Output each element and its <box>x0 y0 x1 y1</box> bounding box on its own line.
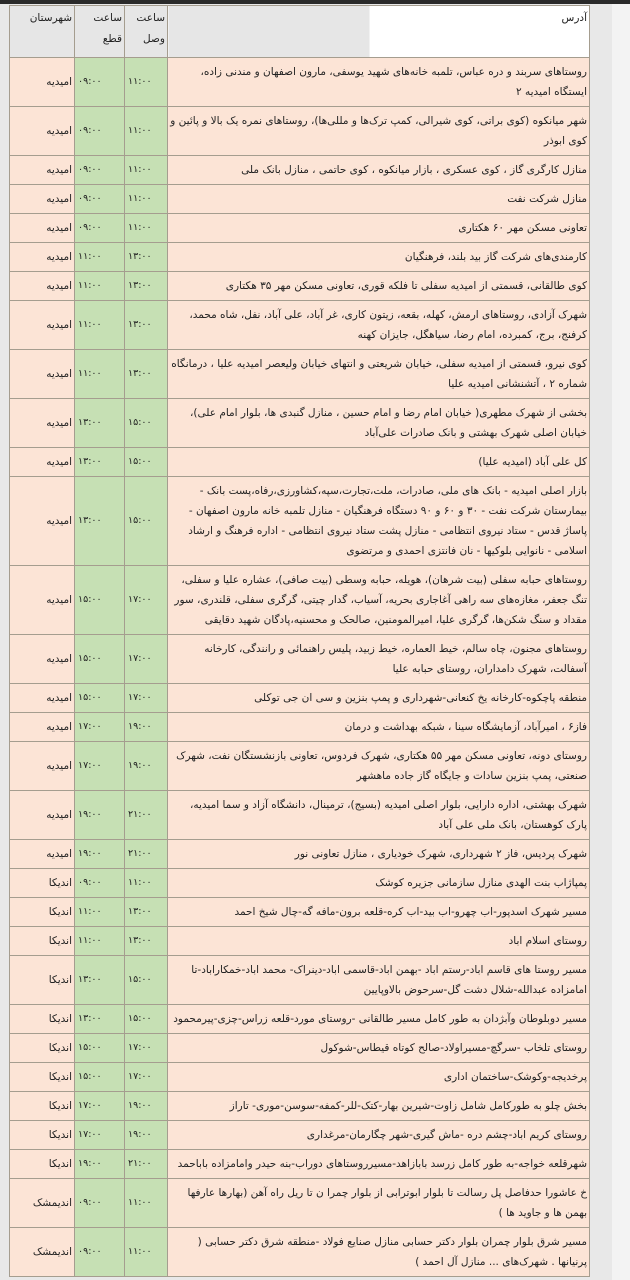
cut-time-cell: ۱۱:۰۰ <box>75 301 125 350</box>
city-cell: امیدیه <box>10 713 75 742</box>
address-cell: بازار اصلی امیدیه - بانک های ملی، صادرات، ملت،تجارت،سپه،کشاورزی،رفاه،پست بانک - بیمارستان شرکت نفت - ۳۰ و ۶۰ و ۹۰ دستگاه فرهنگیان - منازل تلمبه خانه مارون اصفهان - پاساژ قدس - ستاد نیروی انتظامی - منازل پشت ستاد نیروی انتظامی - اداره فرهنگ و ارشاد اسلامی - نانوایی بلوکیها - نان فانتزی احمدی و مرتضوی <box>168 477 590 566</box>
city-cell: امیدیه <box>10 185 75 214</box>
address-cell: روستای کریم اباد-چشم دره -ماش گیری-شهر چگارمان-مرغداری <box>168 1121 590 1150</box>
reconnect-time-cell: ۱۳:۰۰ <box>125 301 168 350</box>
address-cell: منازل شرکت نفت <box>168 185 590 214</box>
city-cell: امیدیه <box>10 58 75 107</box>
table-row <box>10 898 590 927</box>
city-cell: امیدیه <box>10 399 75 448</box>
address-cell: شهرک آزادی، روستاهای ارمش، کهله، بقعه، زیتون کاری، غر آباد، علی آباد، نفل، شاه محمد، کرفنج، برج، کمبرده، امام رضا، سیاهگل، جایزان کهنه <box>168 301 590 350</box>
table-row <box>10 1228 590 1277</box>
city-cell: امیدیه <box>10 742 75 791</box>
reconnect-time-cell: ۱۷:۰۰ <box>125 1063 168 1092</box>
reconnect-time-cell: ۲۱:۰۰ <box>125 1150 168 1179</box>
outage-schedule-sheet <box>10 5 590 1277</box>
table-row <box>10 566 590 635</box>
address-cell: شهرک بهشتی، اداره دارایی، بلوار اصلی امیدیه (بسیج)، ترمینال، دانشگاه آزاد و سما امیدیه، پارک کوهستان، بانک ملی علی آباد <box>168 791 590 840</box>
table-row <box>10 742 590 791</box>
reconnect-time-cell: ۱۱:۰۰ <box>125 214 168 243</box>
top-bar <box>0 0 630 4</box>
cut-time-cell: ۱۱:۰۰ <box>75 272 125 301</box>
city-cell: امیدیه <box>10 791 75 840</box>
table-row <box>10 448 590 477</box>
reconnect-time-cell: ۱۳:۰۰ <box>125 243 168 272</box>
cut-time-cell: ۰۹:۰۰ <box>75 1228 125 1277</box>
city-cell: امیدیه <box>10 350 75 399</box>
city-cell: اندیمشک <box>10 1179 75 1228</box>
reconnect-time-cell: ۲۱:۰۰ <box>125 840 168 869</box>
table-row <box>10 1150 590 1179</box>
address-cell: مسیر شرق بلوار چمران بلوار دکتر حسابی منازل صنایع فولاد -منطقه شرق دکتر حسابی ( پرنیانها . شهرک‌های ... منازل آل احمد ) <box>168 1228 590 1277</box>
table-row <box>10 713 590 742</box>
table-row <box>10 840 590 869</box>
reconnect-time-cell: ۱۵:۰۰ <box>125 399 168 448</box>
address-cell: روستای اسلام اباد <box>168 927 590 956</box>
city-cell: اندیکا <box>10 1005 75 1034</box>
reconnect-time-cell: ۱۳:۰۰ <box>125 272 168 301</box>
cut-time-cell: ۱۳:۰۰ <box>75 477 125 566</box>
table-row <box>10 301 590 350</box>
city-cell: اندیکا <box>10 956 75 1005</box>
cut-time-cell: ۱۹:۰۰ <box>75 1150 125 1179</box>
header-city: شهرستان <box>10 6 75 58</box>
cut-time-cell: ۱۵:۰۰ <box>75 1034 125 1063</box>
cut-time-cell: ۱۵:۰۰ <box>75 1063 125 1092</box>
cut-time-cell: ۱۹:۰۰ <box>75 791 125 840</box>
table-row <box>10 1121 590 1150</box>
city-cell: اندیکا <box>10 898 75 927</box>
cut-time-cell: ۱۱:۰۰ <box>75 350 125 399</box>
cut-time-cell: ۱۱:۰۰ <box>75 898 125 927</box>
table-row <box>10 185 590 214</box>
city-cell: امیدیه <box>10 156 75 185</box>
address-cell: مسیر روستا های قاسم اباد-رستم اباد -بهمن اباد-قاسمی اباد-دینراک- محمد اباد-خمکاراباد-تا امامزاده عبدالله-شلال دشت گل-سرحوض بالاوپایین <box>168 956 590 1005</box>
table-body <box>10 58 590 1277</box>
table-row <box>10 791 590 840</box>
city-cell: اندیکا <box>10 1150 75 1179</box>
table-row <box>10 956 590 1005</box>
table-row <box>10 684 590 713</box>
address-cell: خ عاشورا حدفاصل پل رسالت تا بلوار ابوترابی از بلوار چمرا ن تا ریل راه آهن (بهارها عارفها بهمن ها و جاوید ها ) <box>168 1179 590 1228</box>
table-row <box>10 1179 590 1228</box>
reconnect-time-cell: ۱۹:۰۰ <box>125 713 168 742</box>
city-cell: اندیکا <box>10 1092 75 1121</box>
cut-time-cell: ۱۷:۰۰ <box>75 713 125 742</box>
address-cell: بخش چلو به طورکامل شامل زاوت-شیرین بهار-کتک-للر-کمفه-سوسن-موری- تاراز <box>168 1092 590 1121</box>
table-row <box>10 156 590 185</box>
reconnect-time-cell: ۱۳:۰۰ <box>125 350 168 399</box>
city-cell: امیدیه <box>10 635 75 684</box>
header-reconnect-time: ساعت وصل <box>125 6 168 58</box>
reconnect-time-cell: ۱۳:۰۰ <box>125 898 168 927</box>
reconnect-time-cell: ۱۱:۰۰ <box>125 869 168 898</box>
cut-time-cell: ۰۹:۰۰ <box>75 1179 125 1228</box>
city-cell: اندیکا <box>10 869 75 898</box>
address-cell: روستای دونه، تعاونی مسکن مهر ۵۵ هکتاری، شهرک فردوس، تعاونی بازنشستگان نفت، شهرک صنعتی، پمپ بنزین سادات و جایگاه گاز جاده ماهشهر <box>168 742 590 791</box>
city-cell: امیدیه <box>10 214 75 243</box>
city-cell: امیدیه <box>10 272 75 301</box>
reconnect-time-cell: ۱۹:۰۰ <box>125 1121 168 1150</box>
cut-time-cell: ۱۹:۰۰ <box>75 840 125 869</box>
header-cut-time: ساعت قطع <box>75 6 125 58</box>
reconnect-time-cell: ۱۹:۰۰ <box>125 742 168 791</box>
cut-time-cell: ۱۱:۰۰ <box>75 243 125 272</box>
city-cell: امیدیه <box>10 684 75 713</box>
city-cell: امیدیه <box>10 448 75 477</box>
address-cell: شهرک پردیس، فاز ۲ شهرداری، شهرک خودیاری ، منازل تعاونی نور <box>168 840 590 869</box>
city-cell: امیدیه <box>10 301 75 350</box>
reconnect-time-cell: ۱۱:۰۰ <box>125 1179 168 1228</box>
reconnect-time-cell: ۱۵:۰۰ <box>125 956 168 1005</box>
cut-time-cell: ۱۳:۰۰ <box>75 448 125 477</box>
table-row <box>10 1005 590 1034</box>
cut-time-cell: ۱۳:۰۰ <box>75 956 125 1005</box>
address-cell: فاز۶ ، امیرآباد، آزمایشگاه سینا ، شبکه بهداشت و درمان <box>168 713 590 742</box>
address-cell: کوی نیرو، قسمتی از امیدیه سفلی، خیابان شریعتی و انتهای خیابان ولیعصر امیدیه علیا ، درمانگاه شماره ۲ ، آتشنشانی امیدیه علیا <box>168 350 590 399</box>
reconnect-time-cell: ۱۵:۰۰ <box>125 448 168 477</box>
city-cell: اندیکا <box>10 1034 75 1063</box>
address-cell: روستای تلخاب -سرگچ-مسیراولاد-صالح کوتاه قیطاس-شوکول <box>168 1034 590 1063</box>
cut-time-cell: ۰۹:۰۰ <box>75 58 125 107</box>
outage-table <box>9 5 590 1277</box>
reconnect-time-cell: ۱۱:۰۰ <box>125 58 168 107</box>
address-cell: بخشی از شهرک مطهری( خیابان امام رضا و امام حسین ، منازل گنبدی ها، بلوار امام علی)، خیابان اصلی شهرک بهشتی و بانک صادرات علی‌آباد <box>168 399 590 448</box>
city-cell: اندیکا <box>10 1063 75 1092</box>
reconnect-time-cell: ۱۷:۰۰ <box>125 684 168 713</box>
table-row <box>10 214 590 243</box>
reconnect-time-cell: ۱۱:۰۰ <box>125 1228 168 1277</box>
address-cell: روستاهای حبابه سفلی (بیت شرهان)، هویله، حبابه وسطی (بیت صافی)، عشاره علیا و سفلی، تنگ جعفر، مغازه‌های سه راهی آغاجاری بحریه، آسیاب، گدار چیتی، گرگری سفلی، قلندری، سور مقداد و سنگ شکن‌ها، گرگری علیا، امیرالمومنین، صالحک و محسنیه،پادگان شهید دقایقی <box>168 566 590 635</box>
city-cell: امیدیه <box>10 243 75 272</box>
table-row <box>10 1063 590 1092</box>
right-margin <box>612 4 630 1280</box>
cut-time-cell: ۱۳:۰۰ <box>75 399 125 448</box>
table-row <box>10 350 590 399</box>
cut-time-cell: ۱۵:۰۰ <box>75 684 125 713</box>
reconnect-time-cell: ۱۱:۰۰ <box>125 185 168 214</box>
cut-time-cell: ۰۹:۰۰ <box>75 214 125 243</box>
city-cell: اندیمشک <box>10 1228 75 1277</box>
table-row <box>10 272 590 301</box>
table-row <box>10 399 590 448</box>
address-cell: کل علی آباد (امیدیه علیا) <box>168 448 590 477</box>
reconnect-time-cell: ۱۵:۰۰ <box>125 477 168 566</box>
cut-time-cell: ۰۹:۰۰ <box>75 156 125 185</box>
cut-time-cell: ۰۹:۰۰ <box>75 107 125 156</box>
cut-time-cell: ۰۹:۰۰ <box>75 185 125 214</box>
reconnect-time-cell: ۲۱:۰۰ <box>125 791 168 840</box>
city-cell: اندیکا <box>10 927 75 956</box>
address-cell: کارمندی‌های شرکت گاز بید بلند، فرهنگیان <box>168 243 590 272</box>
address-cell: منطقه پاچکوه-کارخانه یخ کنعانی-شهرداری و پمپ بنزین و سی ان جی توکلی <box>168 684 590 713</box>
address-cell: پرخدیجه-وکوشک-ساختمان اداری <box>168 1063 590 1092</box>
cut-time-cell: ۰۹:۰۰ <box>75 869 125 898</box>
table-row <box>10 1034 590 1063</box>
address-cell: پمپاژاب بنت الهدی منازل سازمانی جزیره کوشک <box>168 869 590 898</box>
header-address: آدرس <box>168 6 590 58</box>
city-cell: امیدیه <box>10 477 75 566</box>
reconnect-time-cell: ۱۷:۰۰ <box>125 635 168 684</box>
address-cell: شهر میانکوه (کوی براتی، کوی شیرالی، کمپ ترک‌ها و مللی‌ها)، روستاهای نمره یک بالا و پائین و کوی ابوذر <box>168 107 590 156</box>
reconnect-time-cell: ۱۷:۰۰ <box>125 1034 168 1063</box>
reconnect-time-cell: ۱۱:۰۰ <box>125 107 168 156</box>
table-row <box>10 107 590 156</box>
reconnect-time-cell: ۱۵:۰۰ <box>125 1005 168 1034</box>
city-cell: امیدیه <box>10 107 75 156</box>
cut-time-cell: ۱۵:۰۰ <box>75 635 125 684</box>
table-row <box>10 243 590 272</box>
address-cell: تعاونی مسکن مهر ۶۰ هکتاری <box>168 214 590 243</box>
city-cell: امیدیه <box>10 840 75 869</box>
address-cell: شهرقلعه خواجه-به طور کامل زرسد بابازاهد-مسیرروستاهای دوراب-بنه حیدر وامامزاده باباحمد <box>168 1150 590 1179</box>
address-cell: مسیر دوبلوطان وآبژدان به طور کامل مسیر طالقانی -روستای مورد-قلعه زراس-چزی-پیرمحمود <box>168 1005 590 1034</box>
table-row <box>10 477 590 566</box>
city-cell: امیدیه <box>10 566 75 635</box>
table-row <box>10 58 590 107</box>
reconnect-time-cell: ۱۱:۰۰ <box>125 156 168 185</box>
cut-time-cell: ۱۵:۰۰ <box>75 566 125 635</box>
address-cell: مسیر شهرک اسدپور-اب چهرو-اب بید-اب کره-قلعه برون-مافه گه-چال شیخ احمد <box>168 898 590 927</box>
address-cell: منازل کارگری گاز ، کوی عسکری ، بازار میانکوه ، کوی حاتمی ، منازل بانک ملی <box>168 156 590 185</box>
cut-time-cell: ۱۱:۰۰ <box>75 927 125 956</box>
reconnect-time-cell: ۱۳:۰۰ <box>125 927 168 956</box>
address-cell: روستاهای مجنون، چاه سالم، خیط العماره، خیط زبید، پلیس راهنمائی و رانندگی، کارخانه آسفالت، شهرک دامداران، روستای حبابه علیا <box>168 635 590 684</box>
table-row <box>10 869 590 898</box>
cut-time-cell: ۱۷:۰۰ <box>75 1092 125 1121</box>
header-row <box>10 6 590 58</box>
cut-time-cell: ۱۷:۰۰ <box>75 742 125 791</box>
address-cell: روستاهای سربند و دره عباس، تلمبه خانه‌های شهید یوسفی، مارون اصفهان و مندنی زاده، ایستگاه امیدیه ۲ <box>168 58 590 107</box>
cut-time-cell: ۱۳:۰۰ <box>75 1005 125 1034</box>
address-cell: کوی طالقانی، قسمتی از امیدیه سفلی تا فلکه قوری، تعاونی مسکن مهر ۳۵ هکتاری <box>168 272 590 301</box>
table-row <box>10 927 590 956</box>
cut-time-cell: ۱۷:۰۰ <box>75 1121 125 1150</box>
city-cell: اندیکا <box>10 1121 75 1150</box>
reconnect-time-cell: ۱۹:۰۰ <box>125 1092 168 1121</box>
table-row <box>10 635 590 684</box>
table-row <box>10 1092 590 1121</box>
reconnect-time-cell: ۱۷:۰۰ <box>125 566 168 635</box>
